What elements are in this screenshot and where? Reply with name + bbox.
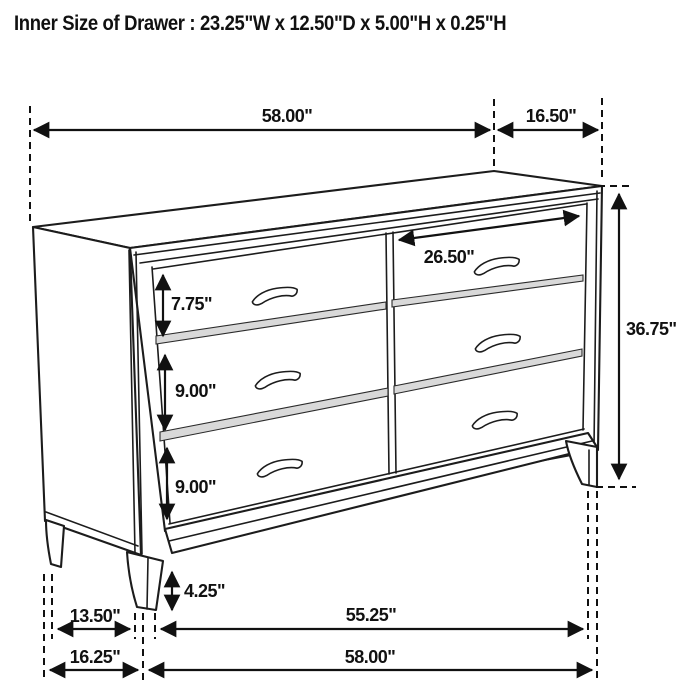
front-left-leg	[127, 552, 163, 610]
dimension-label-drawer-width: 26.50"	[423, 247, 475, 267]
dimension-base-depth-overall	[50, 647, 138, 670]
dimension-label-leg-height: 4.25"	[184, 581, 226, 601]
dimension-label-overall-height: 36.75"	[626, 319, 677, 339]
dimension-label-base-depth-overall: 16.25"	[69, 647, 121, 667]
dimension-base-depth-inner	[58, 606, 130, 629]
dresser-side-panel	[33, 227, 141, 555]
dimension-label-base-width-overall: 58.00"	[344, 647, 396, 667]
dimension-label-middle-drawer-height: 9.00"	[175, 381, 217, 401]
dimension-base-width-inner	[161, 605, 583, 629]
dimension-label-top-width: 58.00"	[261, 106, 313, 126]
dresser-drawing	[33, 171, 602, 610]
dimension-top-depth	[498, 106, 598, 130]
back-left-leg	[46, 520, 64, 567]
front-right-leg	[566, 441, 597, 487]
dimension-label-top-drawer-height: 7.75"	[171, 294, 213, 314]
dimension-leg-height	[172, 572, 225, 610]
dimension-label-base-depth-inner: 13.50"	[69, 606, 121, 626]
dimension-base-width-overall	[149, 647, 592, 670]
dimension-overall-height	[619, 194, 677, 479]
dimension-top-width	[34, 106, 490, 130]
dimension-label-top-depth: 16.50"	[525, 106, 577, 126]
page-title: Inner Size of Drawer : 23.25"W x 12.50"D x 5.00"H x 0.25"H	[14, 12, 507, 35]
dimension-label-base-width-inner: 55.25"	[345, 605, 397, 625]
dimension-label-bottom-drawer-height: 9.00"	[175, 477, 217, 497]
